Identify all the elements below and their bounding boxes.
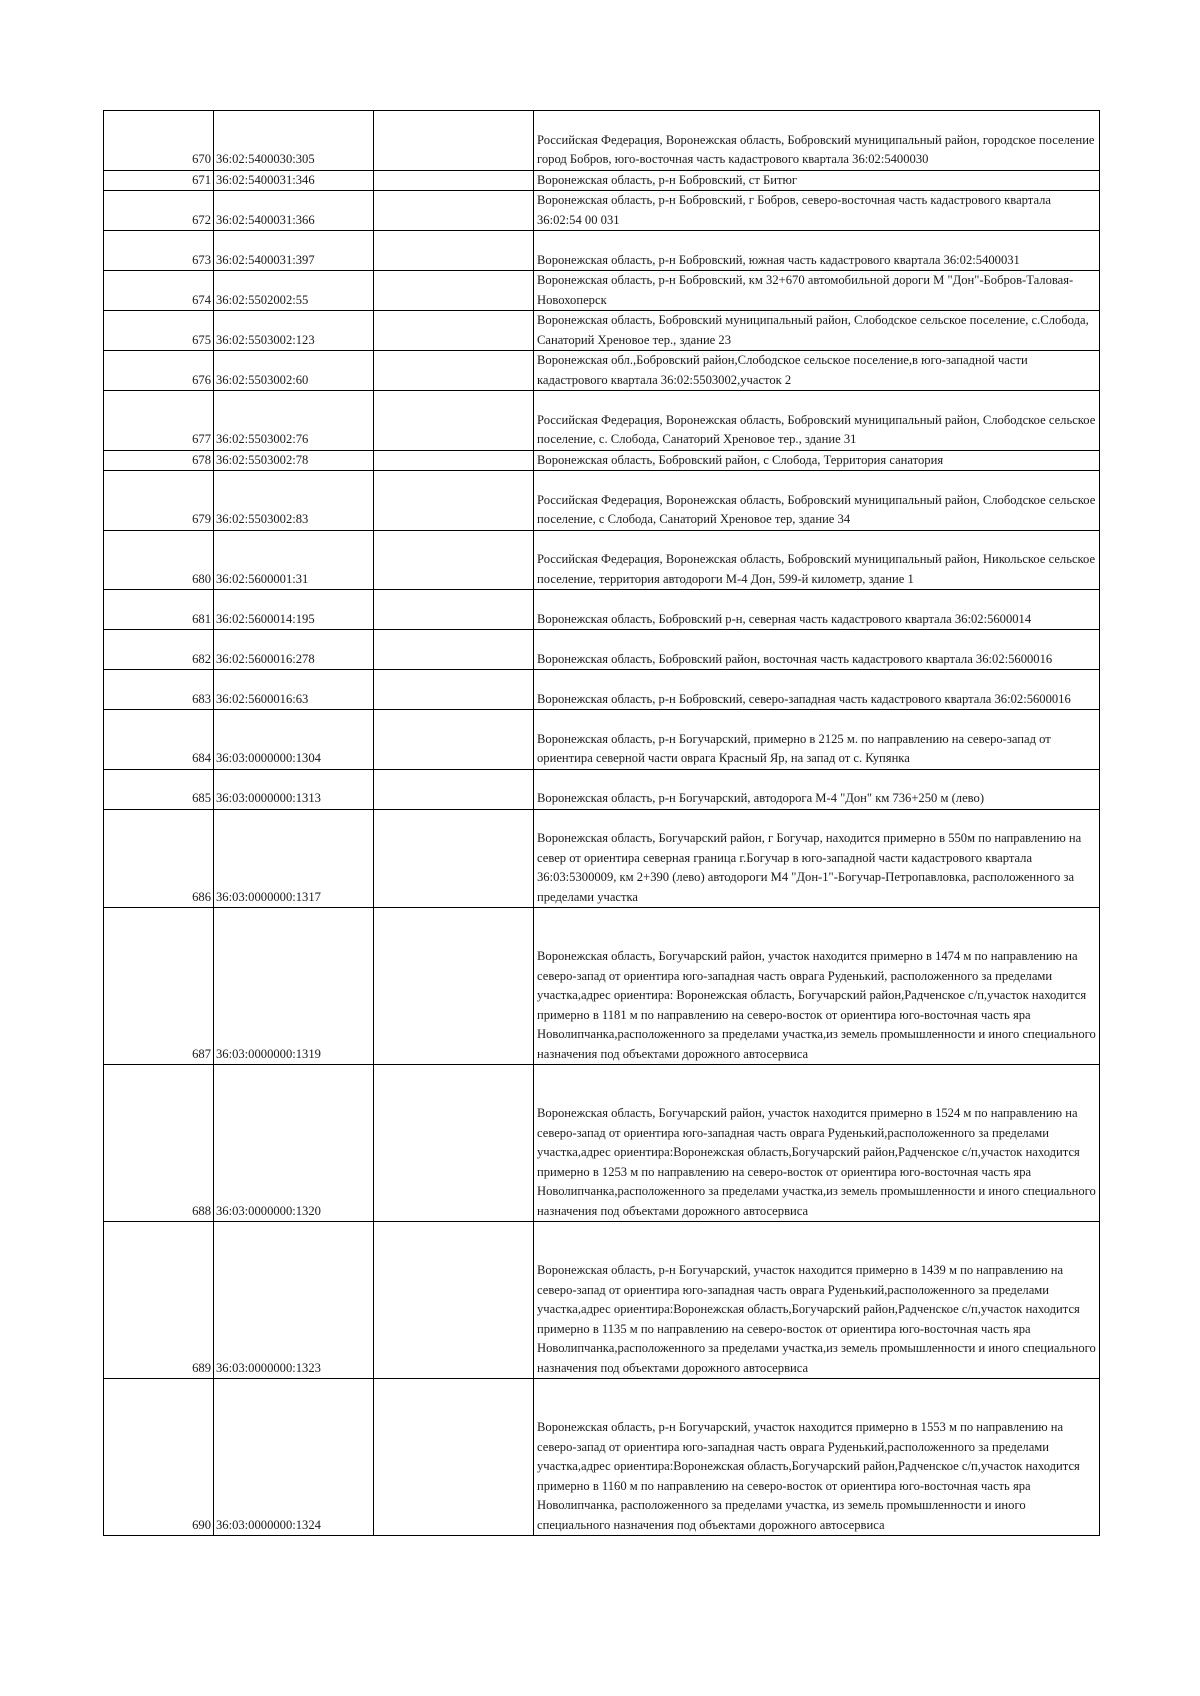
table-row <box>104 471 1100 531</box>
address-cell: Воронежская область, Бобровский район, с Слобода, Территория санатория <box>534 450 1100 471</box>
cadastral-number-cell: 36:02:5600001:31 <box>214 530 374 590</box>
cadastral-number-cell: 36:02:5502002:55 <box>214 271 374 311</box>
table-row <box>104 170 1100 191</box>
row-number-cell: 683 <box>104 670 214 710</box>
table-row <box>104 111 1100 171</box>
row-number-cell: 674 <box>104 271 214 311</box>
address-cell: Воронежская область, р-н Бобровский, км 32+670 автомобильной дороги М "Дон"-Бобров-Таловая-Новохоперск <box>534 271 1100 311</box>
cadastral-number-cell: 36:02:5503002:76 <box>214 391 374 451</box>
table-row <box>104 231 1100 271</box>
empty-cell <box>374 111 534 171</box>
table-row <box>104 530 1100 590</box>
address-cell: Воронежская область, Богучарский район, участок находится примерно в 1474 м по направлению на северо-запад от ориентира юго-западная часть оврага Руденький, расположенного за пределами участка,адрес ориентира: Воронежская область, Богучарский район,Радченское с/п,участок находится примерно в 1181 м по направлению на северо-восток от ориентира юго-восточная часть яра Новолипчанка,расположенного за пределами участка,из земель промышленности и иного специального назначения под объектами дорожного автосервиса <box>534 908 1100 1065</box>
row-number-cell: 689 <box>104 1222 214 1379</box>
empty-cell <box>374 769 534 809</box>
table-row <box>104 1222 1100 1379</box>
row-number-cell: 675 <box>104 311 214 351</box>
empty-cell <box>374 908 534 1065</box>
cadastral-number-cell: 36:03:0000000:1324 <box>214 1379 374 1536</box>
cadastral-number-cell: 36:02:5503002:123 <box>214 311 374 351</box>
cadastral-number-cell: 36:02:5503002:60 <box>214 351 374 391</box>
cadastral-number-cell: 36:02:5600016:278 <box>214 630 374 670</box>
empty-cell <box>374 231 534 271</box>
address-cell: Воронежская область, р-н Бобровский, ст Битюг <box>534 170 1100 191</box>
cadastral-number-cell: 36:02:5600016:63 <box>214 670 374 710</box>
address-cell: Воронежская область, Богучарский район, г Богучар, находится примерно в 550м по направлению на север от ориентира северная граница г.Богучар в юго-западной части кадастрового квартала 36:03:5300009, км 2+390 (лево) автодороги М4 "Дон-1"-Богучар-Петропавловка, расположенного за пределами участка <box>534 809 1100 908</box>
empty-cell <box>374 630 534 670</box>
address-cell: Воронежская область, р-н Богучарский, участок находится примерно в 1553 м по направлению на северо-запад от ориентира юго-западная часть оврага Руденький,расположенного за пределами участка,адрес ориентира:Воронежская область,Богучарский район,Радченское с/п,участок находится примерно в 1160 м по направлению на северо-восток от ориентира юго-восточная часть яра Новолипчанка, расположенного за пределами участка, из земель промышленности и иного специального назначения под объектами дорожного автосервиса <box>534 1379 1100 1536</box>
row-number-cell: 685 <box>104 769 214 809</box>
cadastral-number-cell: 36:03:0000000:1317 <box>214 809 374 908</box>
empty-cell <box>374 170 534 191</box>
table-row <box>104 1379 1100 1536</box>
address-cell: Воронежская область, Бобровский муниципальный район, Слободское сельское поселение, с.Слобода, Санаторий Хреновое тер., здание 23 <box>534 311 1100 351</box>
table-row <box>104 191 1100 231</box>
cadastral-table <box>103 110 1100 1536</box>
table-body <box>104 111 1100 1536</box>
address-cell: Воронежская область, Бобровский район, восточная часть кадастрового квартала 36:02:5600016 <box>534 630 1100 670</box>
row-number-cell: 687 <box>104 908 214 1065</box>
address-cell: Российская Федерация, Воронежская область, Бобровский муниципальный район, Никольское сельское поселение, территория автодороги М-4 Дон, 599-й километр, здание 1 <box>534 530 1100 590</box>
table-row <box>104 769 1100 809</box>
table-row <box>104 670 1100 710</box>
row-number-cell: 681 <box>104 590 214 630</box>
row-number-cell: 678 <box>104 450 214 471</box>
cadastral-number-cell: 36:02:5503002:78 <box>214 450 374 471</box>
table-row <box>104 590 1100 630</box>
table-row <box>104 271 1100 311</box>
empty-cell <box>374 391 534 451</box>
empty-cell <box>374 271 534 311</box>
table-row <box>104 710 1100 770</box>
empty-cell <box>374 450 534 471</box>
cadastral-number-cell: 36:02:5503002:83 <box>214 471 374 531</box>
row-number-cell: 670 <box>104 111 214 171</box>
cadastral-number-cell: 36:03:0000000:1320 <box>214 1065 374 1222</box>
row-number-cell: 677 <box>104 391 214 451</box>
cadastral-number-cell: 36:03:0000000:1304 <box>214 710 374 770</box>
row-number-cell: 680 <box>104 530 214 590</box>
table-row <box>104 391 1100 451</box>
empty-cell <box>374 809 534 908</box>
table-row <box>104 311 1100 351</box>
empty-cell <box>374 590 534 630</box>
row-number-cell: 684 <box>104 710 214 770</box>
address-cell: Воронежская область, р-н Богучарский, участок находится примерно в 1439 м по направлению на северо-запад от ориентира юго-западная часть оврага Руденький,расположенного за пределами участка,адрес ориентира:Воронежская область,Богучарский район,Радченское с/п,участок находится примерно в 1135 м по направлению на северо-восток от ориентира юго-восточная часть яра Новолипчанка,расположенного за пределами участка,из земель промышленности и иного специального назначения под объектами дорожного автосервиса <box>534 1222 1100 1379</box>
table-row <box>104 908 1100 1065</box>
address-cell: Воронежская область, р-н Богучарский, примерно в 2125 м. по направлению на северо-запад от ориентира северной части оврага Красный Яр, на запад от с. Купянка <box>534 710 1100 770</box>
empty-cell <box>374 710 534 770</box>
row-number-cell: 682 <box>104 630 214 670</box>
empty-cell <box>374 471 534 531</box>
table-row <box>104 630 1100 670</box>
row-number-cell: 673 <box>104 231 214 271</box>
row-number-cell: 676 <box>104 351 214 391</box>
row-number-cell: 671 <box>104 170 214 191</box>
cadastral-number-cell: 36:03:0000000:1313 <box>214 769 374 809</box>
address-cell: Российская Федерация, Воронежская область, Бобровский муниципальный район, городское поселение город Бобров, юго-восточная часть кадастрового квартала 36:02:5400030 <box>534 111 1100 171</box>
address-cell: Воронежская область, р-н Богучарский, автодорога М-4 "Дон" км 736+250 м (лево) <box>534 769 1100 809</box>
cadastral-number-cell: 36:02:5400030:305 <box>214 111 374 171</box>
address-cell: Воронежская область, р-н Бобровский, южная часть кадастрового квартала 36:02:5400031 <box>534 231 1100 271</box>
cadastral-number-cell: 36:03:0000000:1319 <box>214 908 374 1065</box>
empty-cell <box>374 191 534 231</box>
table-row <box>104 809 1100 908</box>
empty-cell <box>374 311 534 351</box>
empty-cell <box>374 351 534 391</box>
address-cell: Российская Федерация, Воронежская область, Бобровский муниципальный район, Слободское сельское поселение, с. Слобода, Санаторий Хреновое тер., здание 31 <box>534 391 1100 451</box>
cadastral-number-cell: 36:02:5600014:195 <box>214 590 374 630</box>
row-number-cell: 679 <box>104 471 214 531</box>
address-cell: Воронежская область, р-н Бобровский, северо-западная часть кадастрового квартала 36:02:5600016 <box>534 670 1100 710</box>
address-cell: Воронежская область, р-н Бобровский, г Бобров, северо-восточная часть кадастрового квартала 36:02:54 00 031 <box>534 191 1100 231</box>
address-cell: Воронежская область, Бобровский р-н, северная часть кадастрового квартала 36:02:5600014 <box>534 590 1100 630</box>
address-cell: Воронежская обл.,Бобровский район,Слободское сельское поселение,в юго-западной части кадастрового квартала 36:02:5503002,участок 2 <box>534 351 1100 391</box>
cadastral-number-cell: 36:02:5400031:366 <box>214 191 374 231</box>
table-row <box>104 450 1100 471</box>
cadastral-number-cell: 36:02:5400031:397 <box>214 231 374 271</box>
row-number-cell: 688 <box>104 1065 214 1222</box>
address-cell: Российская Федерация, Воронежская область, Бобровский муниципальный район, Слободское сельское поселение, с Слобода, Санаторий Хреновое тер, здание 34 <box>534 471 1100 531</box>
empty-cell <box>374 670 534 710</box>
table-row <box>104 351 1100 391</box>
cadastral-number-cell: 36:02:5400031:346 <box>214 170 374 191</box>
empty-cell <box>374 1379 534 1536</box>
row-number-cell: 686 <box>104 809 214 908</box>
empty-cell <box>374 1065 534 1222</box>
address-cell: Воронежская область, Богучарский район, участок находится примерно в 1524 м по направлению на северо-запад от ориентира юго-западная часть оврага Руденький,расположенного за пределами участка,адрес ориентира:Воронежская область,Богучарский район,Радченское с/п,участок находится примерно в 1253 м по направлению на северо-восток от ориентира юго-восточная часть яра Новолипчанка,расположенного за пределами участка,из земель промышленности и иного специального назначения под объектами дорожного автосервиса <box>534 1065 1100 1222</box>
row-number-cell: 672 <box>104 191 214 231</box>
cadastral-number-cell: 36:03:0000000:1323 <box>214 1222 374 1379</box>
row-number-cell: 690 <box>104 1379 214 1536</box>
empty-cell <box>374 1222 534 1379</box>
table-row <box>104 1065 1100 1222</box>
empty-cell <box>374 530 534 590</box>
